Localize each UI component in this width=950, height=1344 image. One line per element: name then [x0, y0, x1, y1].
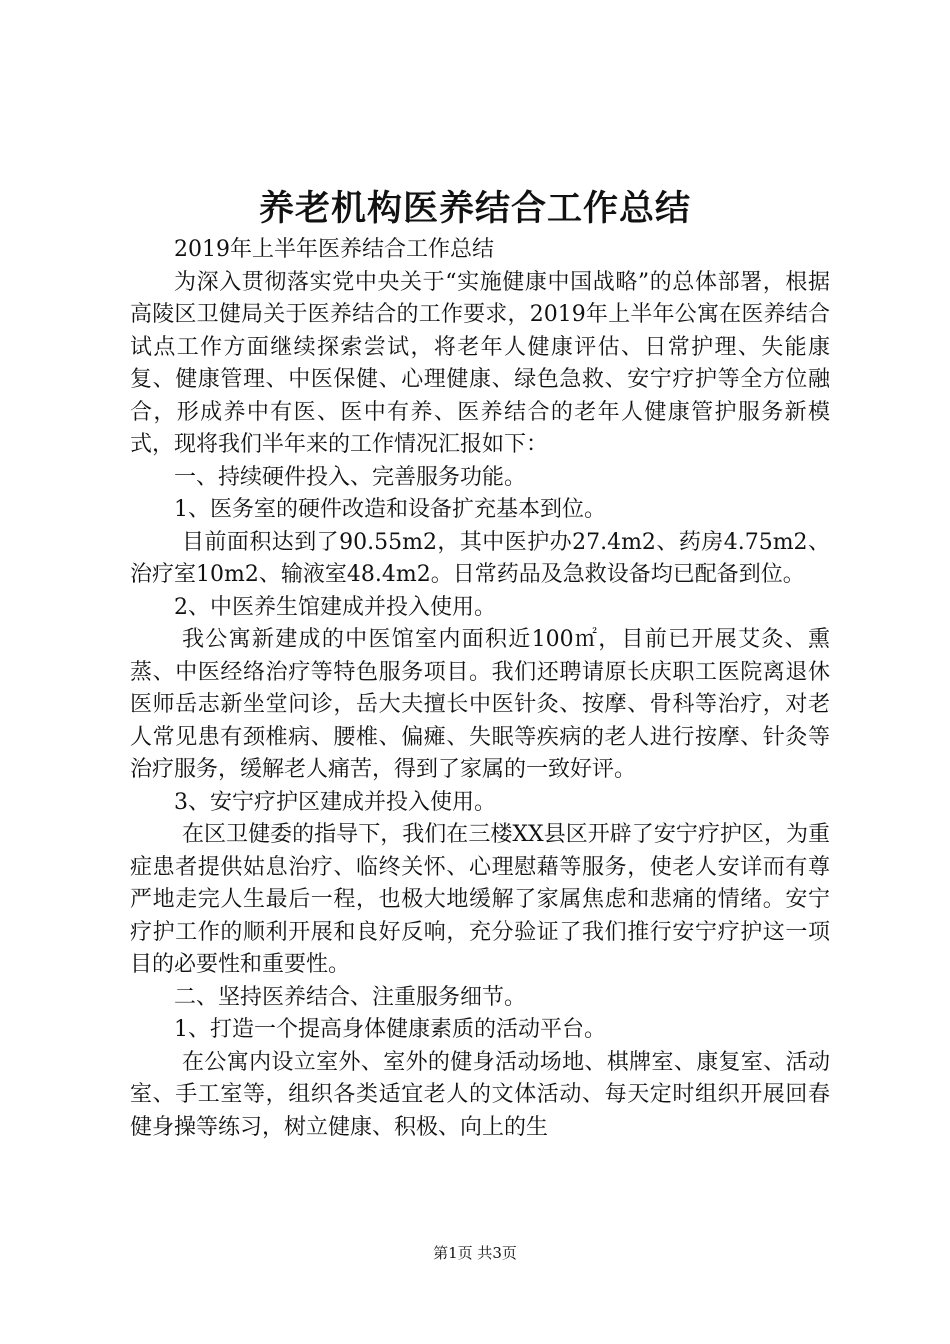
subtitle-paragraph: 2019年上半年医养结合工作总结 — [174, 237, 494, 262]
subsection-heading-1-2: 2、中医养生馆建成并投入使用。 — [174, 594, 496, 620]
intro-paragraph: 为深入贯彻落实党中央关于“实施健康中国战略”的总体部署，根据高陵区卫健局关于医养结合的工作要求，2019年上半年公寓在医养结合试点工作方面继续探索尝试，将老年人健康评估、日常护理、失能康复、健康管理、中医保健、心理健康、绿色急救、安宁疗护等全方位融合，形成养中有医、医中有养、医养结合的老年人健康管护服务新模式，现将我们半年来的工作情况汇报如下： — [130, 269, 830, 457]
subsection-heading-1-1: 1、医务室的硬件改造和设备扩充基本到位。 — [174, 497, 606, 522]
body-paragraph: 我公寓新建成的中医馆室内面积近100㎡，目前已开展艾灸、熏蒸、中医经络治疗等特色服务项目。我们还聘请原长庆职工医院离退休医师岳志新坐堂问诊，岳大夫擅长中医针灸、按摩、骨科等治疗，对老人常见患有颈椎病、腰椎、偏瘫、失眠等疾病的老人进行按摩、针灸等治疗服务，缓解老人痛苦，得到了家属的一致好评。 — [130, 627, 830, 782]
body-paragraph: 在区卫健委的指导下，我们在三楼XX县区开辟了安宁疗护区，为重症患者提供姑息治疗、临终关怀、心理慰藉等服务，使老人安详而有尊严地走完人生最后一程，也极大地缓解了家属焦虑和悲痛的情绪。安宁疗护工作的顺利开展和良好反响，充分验证了我们推行安宁疗护这一项目的必要性和重要性。 — [130, 822, 830, 977]
section-heading-1: 一、持续硬件投入、完善服务功能。 — [174, 464, 527, 490]
page-footer: 第1页 共3页 — [433, 1244, 517, 1262]
subsection-heading-2-1: 1、打造一个提高身体健康素质的活动平台。 — [174, 1017, 606, 1042]
body-paragraph: 目前面积达到了90.55m2，其中医护办27.4m2、药房4.75m2、治疗室10m2、输液室48.4m2。日常药品及急救设备均已配备到位。 — [130, 529, 830, 587]
subsection-heading-1-3: 3、安宁疗护区建成并投入使用。 — [174, 789, 496, 815]
document-title: 养老机构医养结合工作总结 — [258, 188, 691, 229]
body-paragraph: 在公寓内设立室外、室外的健身活动场地、棋牌室、康复室、活动室、手工室等，组织各类适宜老人的文体活动、每天定时组织开展回春健身操等练习，树立健康、积极、向上的生 — [130, 1049, 830, 1140]
section-heading-2: 二、坚持医养结合、注重服务细节。 — [174, 984, 527, 1010]
document-body — [130, 234, 830, 1144]
